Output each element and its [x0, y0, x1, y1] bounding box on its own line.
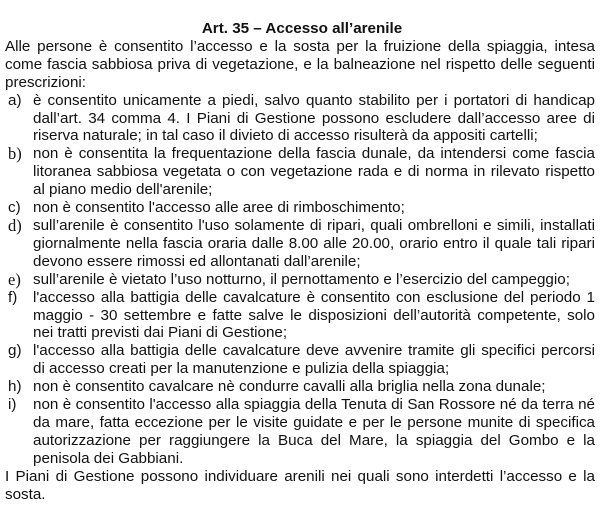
article-title: Art. 35 – Accesso all’arenile [201, 20, 403, 37]
list-item-c [5, 199, 595, 217]
list-item-h [5, 378, 595, 396]
list-item-a [5, 92, 595, 146]
list-marker: i) [8, 396, 17, 414]
list-item-b [5, 145, 595, 199]
list-marker: g) [8, 342, 22, 360]
list-marker: b) [8, 144, 22, 164]
list-marker: f) [8, 288, 18, 306]
list-item-text: non è consentito cavalcare nè condurre cavalli alla briglia nella zona dunale; [33, 378, 546, 396]
list-item-g [5, 342, 595, 378]
intro-paragraph: Alle persone è consentito l’accesso e la sosta per la fruizione della spiaggia, intesa come fascia sabbiosa priva di vegetazione, e la balneazione nel rispetto delle seguenti prescrizioni: [5, 37, 595, 91]
closing-paragraph: I Piani di Gestione possono individuare arenili nei quali sono interdetti l’accesso e la sosta. [5, 467, 595, 503]
list-marker: d) [8, 215, 22, 235]
list-item-e [5, 271, 595, 289]
list-item-i [5, 396, 595, 468]
list-marker: h) [8, 378, 22, 396]
list-item-text: non è consentita la frequentazione della fascia dunale, da intendersi come fascia litoranea sabbiosa vegetata o con vegetazione rada e di norma in rilevato rispetto al piano medio dell'arenile; [33, 145, 595, 199]
prescriptions-list [5, 92, 595, 468]
list-item-text: l'accesso alla battigia delle cavalcature deve avvenire tramite gli specifici percorsi di accesso creati per la manutenzione e pulizia della spiaggia; [33, 342, 595, 378]
list-item-text: è consentito unicamente a piedi, salvo quanto stabilito per i portatori di handicap dall’art. 34 comma 4. I Piani di Gestione possono escludere dall’accesso aree di riserva naturale; in tal caso il divieto di accesso risulterà da appositi cartelli; [33, 91, 595, 145]
list-item-text: non è consentito l'accesso alle aree di rimboschimento; [33, 199, 405, 217]
list-item-text: l'accesso alla battigia delle cavalcature è consentito con esclusione del periodo 1 maggio - 30 settembre e fatte salve le disposizioni dell’autorità competente, solo nei tratti previsti dai Piani di Gestione; [33, 288, 595, 342]
list-item-text: non è consentito l'accesso alla spiaggia della Tenuta di San Rossore né da terra né da mare, fatta eccezione per le visite guidate e per le persone munite di specifica autorizzazione per raggiungere la Buca del Mare, la spiaggia del Gombo e la penisola dei Gabbiani. [33, 396, 595, 467]
list-marker: c) [8, 199, 21, 217]
list-marker: e) [8, 269, 21, 289]
list-marker: a) [8, 91, 22, 109]
list-item-text: sull’arenile è consentito l'uso solamente di ripari, quali ombrelloni e simili, installati giornalmente nella fascia oraria dalle 8.00 alle 20.00, orario entro il quale tali ripari devono essere rimossi ed allontanati dall’arenile; [33, 216, 595, 270]
list-item-f [5, 289, 595, 343]
document [5, 20, 595, 503]
list-item-text: sull’arenile è vietato l’uso notturno, il pernottamento e l’esercizio del campeggio; [33, 270, 570, 288]
list-item-d [5, 217, 595, 271]
